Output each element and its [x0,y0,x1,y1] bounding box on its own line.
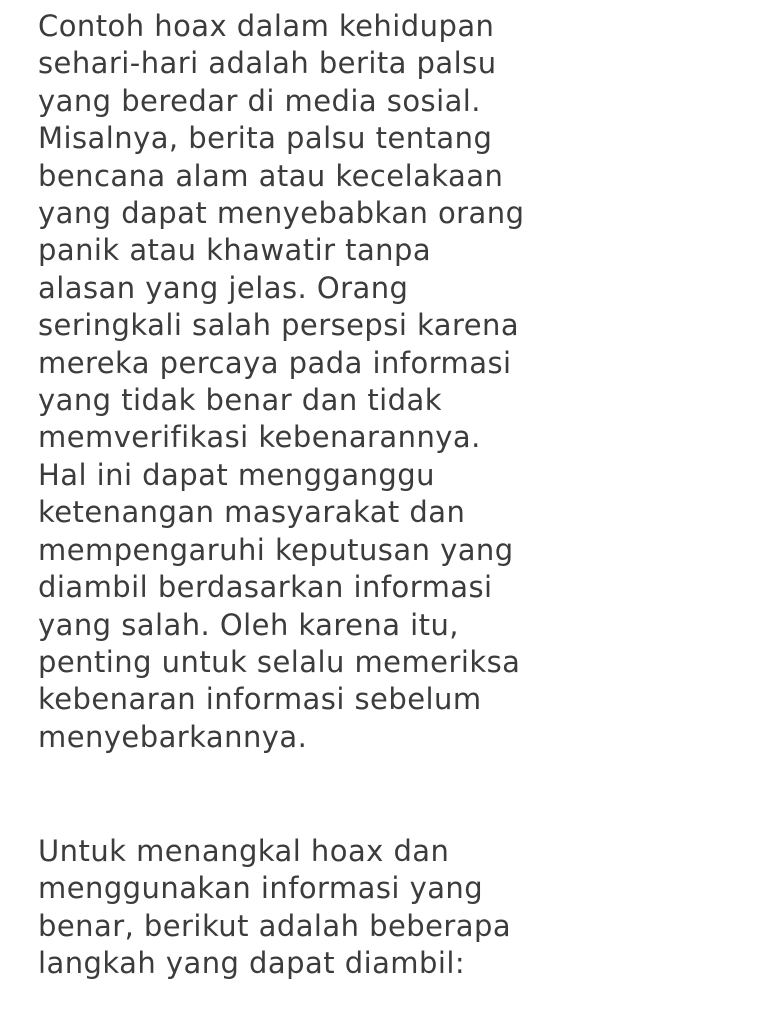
text-line: menggunakan informasi yang [38,871,484,906]
text-line: memverifikasi kebenarannya. [38,420,481,455]
text-line: diambil berdasarkan informasi [38,570,493,605]
text-line: yang dapat menyebabkan orang [38,196,525,231]
text-line: yang beredar di media sosial. [38,83,481,118]
text-line: sehari-hari adalah berita palsu [38,46,497,81]
text-line: kebenaran informasi sebelum [38,682,482,717]
text-line: ketenangan masyarakat dan [38,495,466,530]
text-line: langkah yang dapat diambil: [38,946,466,981]
article-paragraph-countermeasures-intro [38,833,511,983]
text-line: menyebarkannya. [38,719,308,754]
text-line: yang salah. Oleh karena itu, [38,607,459,642]
text-line: seringkali salah persepsi karena [38,308,520,343]
text-line: Misalnya, berita palsu tentang [38,121,493,156]
text-line: penting untuk selalu memeriksa [38,644,521,679]
text-line: yang tidak benar dan tidak [38,383,442,418]
text-line: mempengaruhi keputusan yang [38,532,514,567]
text-line: alasan yang jelas. Orang [38,270,409,305]
text-line: bencana alam atau kecelakaan [38,158,504,193]
text-line: Contoh hoax dalam kehidupan [38,9,495,43]
article-paragraph-hoax-example [38,8,524,756]
text-line: mereka percaya pada informasi [38,345,512,380]
text-line: panik atau khawatir tanpa [38,233,432,268]
text-line: Hal ini dapat mengganggu [38,457,435,492]
text-line: Untuk menangkal hoax dan [38,834,450,868]
text-line: benar, berikut adalah beberapa [38,908,512,943]
